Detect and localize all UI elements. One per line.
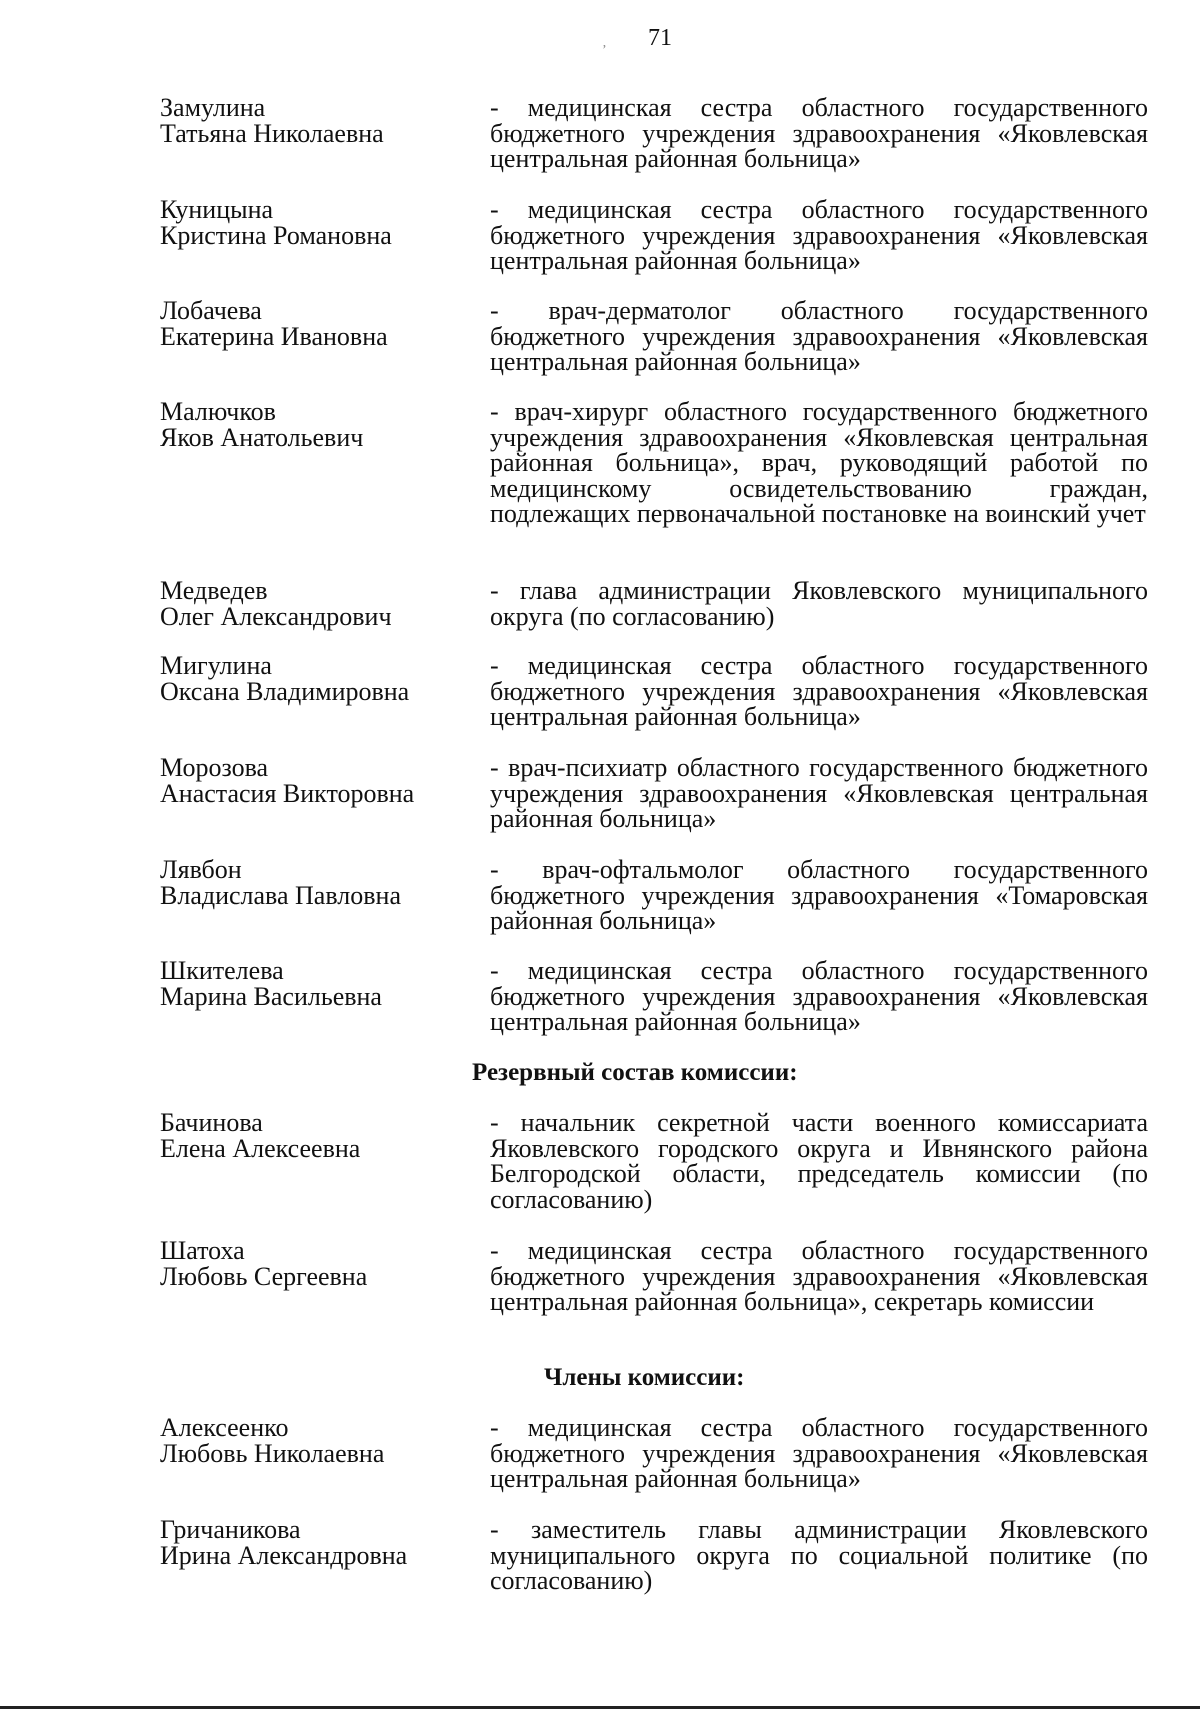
member-surname: Лявбон — [160, 855, 242, 884]
reserve-heading: Резервный состав комиссии: — [472, 1059, 798, 1086]
member-name — [160, 399, 470, 450]
member-name — [160, 653, 470, 704]
member-name — [160, 1517, 470, 1568]
member-surname: Бачинова — [160, 1108, 263, 1137]
member-name — [160, 1110, 470, 1161]
member-surname: Малючков — [160, 397, 276, 426]
member-name — [160, 857, 470, 908]
member-name — [160, 1238, 470, 1289]
member-role: - врач-хирург областного государственного бюджетного учреждения здравоохранения «Яковлевская центральная районная больница», врач, руководящий работой по медицинскому освидетельствованию граждан, подлежащих первоначальной постановке на воинский учет — [490, 397, 1148, 528]
member-given-names: Кристина Романовна — [160, 220, 392, 250]
member-surname: Алексеенко — [160, 1413, 289, 1442]
member-surname: Замулина — [160, 93, 266, 122]
member-name — [160, 197, 470, 248]
member-given-names: Татьяна Николаевна — [160, 118, 384, 148]
member-role: - медицинская сестра областного государственного бюджетного учреждения здравоохранения «Яковлевская центральная районная больница» — [490, 1413, 1148, 1493]
member-role: - врач-офтальмолог областного государственного бюджетного учреждения здравоохранения «Томаровская районная больница» — [490, 855, 1148, 935]
member-role: - врач-дерматолог областного государственного бюджетного учреждения здравоохранения «Яковлевская центральная районная больница» — [490, 296, 1148, 376]
member-given-names: Яков Анатольевич — [160, 422, 364, 452]
page-number: 71 — [648, 25, 672, 51]
member-name — [160, 578, 470, 629]
member-given-names: Елена Алексеевна — [160, 1133, 361, 1163]
member-surname: Медведев — [160, 576, 268, 605]
member-given-names: Любовь Сергеевна — [160, 1261, 368, 1291]
member-surname: Гричаникова — [160, 1515, 301, 1544]
member-given-names: Ирина Александровна — [160, 1540, 408, 1570]
member-surname: Морозова — [160, 753, 269, 782]
member-surname: Куницына — [160, 195, 274, 224]
scan-mark: ʼ — [602, 43, 607, 58]
member-surname: Лобачева — [160, 296, 262, 325]
member-role: - глава администрации Яковлевского муниципального округа (по согласованию) — [490, 576, 1148, 631]
member-role: - медицинская сестра областного государственного бюджетного учреждения здравоохранения «Яковлевская центральная районная больница» — [490, 651, 1148, 731]
member-given-names: Любовь Николаевна — [160, 1438, 385, 1468]
member-name — [160, 95, 470, 146]
member-surname: Шкителева — [160, 956, 284, 985]
member-given-names: Оксана Владимировна — [160, 676, 410, 706]
member-surname: Мигулина — [160, 651, 272, 680]
member-name — [160, 1415, 470, 1466]
member-role: - заместитель главы администрации Яковлевского муниципального округа по социальной политике (по согласованию) — [490, 1515, 1148, 1595]
member-role: - врач-психиатр областного государственного бюджетного учреждения здравоохранения «Яковлевская центральная районная больница» — [490, 753, 1148, 833]
member-name — [160, 958, 470, 1009]
member-role: - медицинская сестра областного государственного бюджетного учреждения здравоохранения «Яковлевская центральная районная больница» — [490, 956, 1148, 1036]
member-given-names: Владислава Павловна — [160, 880, 401, 910]
members-heading: Члены комиссии: — [544, 1364, 745, 1391]
member-name — [160, 298, 470, 349]
member-role: - медицинская сестра областного государственного бюджетного учреждения здравоохранения «Яковлевская центральная районная больница» — [490, 195, 1148, 275]
member-surname: Шатоха — [160, 1236, 245, 1265]
member-name — [160, 755, 470, 806]
member-given-names: Екатерина Ивановна — [160, 321, 388, 351]
member-role: - начальник секретной части военного комиссариата Яковлевского городского округа и Ивнянского района Белгородской области, председатель комиссии (по согласованию) — [490, 1108, 1148, 1214]
member-role: - медицинская сестра областного государственного бюджетного учреждения здравоохранения «Яковлевская центральная районная больница» — [490, 93, 1148, 173]
member-given-names: Марина Васильевна — [160, 981, 382, 1011]
member-given-names: Анастасия Викторовна — [160, 778, 415, 808]
member-given-names: Олег Александрович — [160, 601, 392, 631]
member-role: - медицинская сестра областного государственного бюджетного учреждения здравоохранения «Яковлевская центральная районная больница», секретарь комиссии — [490, 1236, 1148, 1316]
